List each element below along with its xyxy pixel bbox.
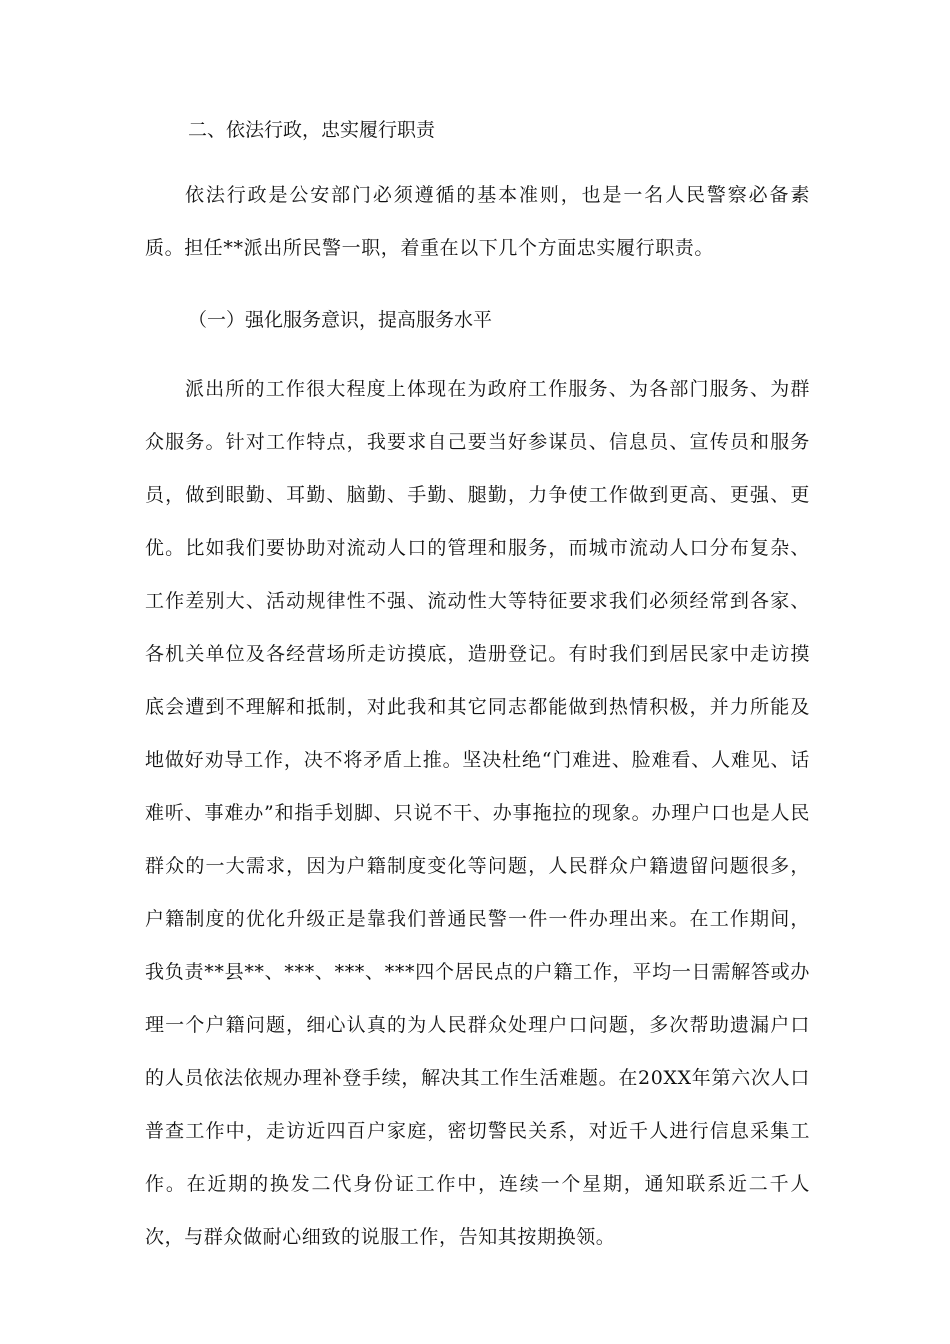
section-heading: 二、依法行政，忠实履行职责 [188, 119, 436, 141]
subsection-heading: （一）强化服务意识，提高服务水平 [188, 309, 493, 331]
intro-paragraph: 依法行政是公安部门必须遵循的基本准则，也是一名人民警察必备素质。担任**派出所民警一职，着重在以下几个方面忠实履行职责。 [145, 184, 810, 259]
body-paragraph: 派出所的工作很大程度上体现在为政府工作服务、为各部门服务、为群众服务。针对工作特点，我要求自己要当好参谋员、信息员、宣传员和服务员，做到眼勤、耳勤、脑勤、手勤、腿勤，力争使工作做到更高、更强、更优。比如我们要协助对流动人口的管理和服务，而城市流动人口分布复杂、工作差别大、活动规律性不强、流动性大等特征要求我们必须经常到各家、各机关单位及各经营场所走访摸底，造册登记。有时我们到居民家中走访摸底会遭到不理解和抵制，对此我和其它同志都能做到热情积极，并力所能及地做好劝导工作，决不将矛盾上推。坚决杜绝“门难进、脸难看、人难见、话难听、事难办”和指手划脚、只说不干、办事拖拉的现象。办理户口也是人民群众的一大需求，因为户籍制度变化等问题，人民群众户籍遗留问题很多，户籍制度的优化升级正是靠我们普通民警一件一件办理出来。在工作期间，我负责**县**、***、***、***四个居民点的户籍工作，平均一日需解答或办理一个户籍问题，细心认真的为人民群众处理户口问题，多次帮助遗漏户口的人员依法依规办理补登手续，解决其工作生活难题。在20XX年第六次人口普查工作中，走访近四百户家庭，密切警民关系，对近千人进行信息采集工作。在近期的换发二代身份证工作中，连续一个星期，通知联系近二千人次，与群众做耐心细致的说服工作，告知其按期换领。 [145, 378, 810, 1248]
